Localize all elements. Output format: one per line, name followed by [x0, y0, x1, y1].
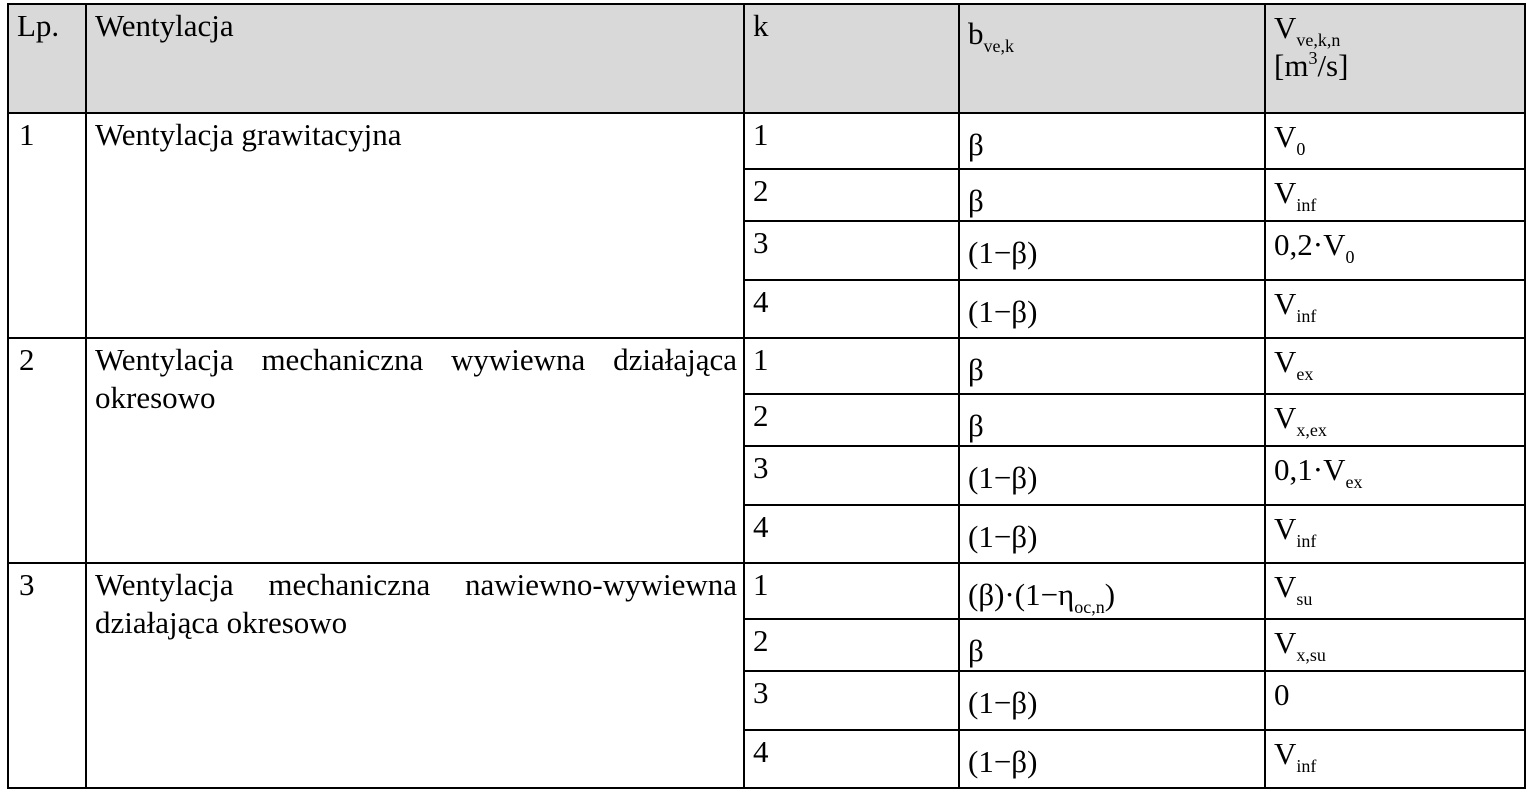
v-expression: V [1274, 119, 1297, 154]
v-subscript: x,ex [1296, 419, 1327, 440]
v-subscript: 0 [1296, 139, 1306, 159]
cell-b [959, 221, 1265, 280]
v-expression: V [1274, 624, 1297, 660]
b-expression: (1−β) [968, 519, 1038, 555]
cell-b [959, 446, 1265, 505]
b-expression: β [968, 407, 984, 443]
b-expression: (1−β) [968, 744, 1038, 780]
v-subscript: inf [1296, 194, 1317, 215]
b-subscript: oc,n [1074, 596, 1105, 617]
cell-b [959, 169, 1265, 222]
header-wentylacja: Wentylacja [86, 4, 744, 113]
cell-v [1265, 169, 1525, 222]
b-expression: β [968, 182, 984, 218]
cell-v [1265, 280, 1525, 338]
b-expression: β [968, 351, 984, 387]
header-row [8, 4, 1525, 113]
cell-b [959, 671, 1265, 730]
cell-b [959, 338, 1265, 394]
header-lp: Lp. [8, 4, 86, 113]
v-subscript: 0 [1345, 247, 1355, 268]
v-expression: 0,2·V [1274, 227, 1346, 263]
cell-b [959, 280, 1265, 338]
cell-b [959, 394, 1265, 447]
cell-b [959, 730, 1265, 788]
v-subscript: inf [1296, 306, 1317, 327]
b-expression: (1−β) [968, 294, 1038, 330]
cell-k: 3 [744, 446, 959, 505]
v-expression: V [1274, 399, 1297, 435]
cell-v [1265, 505, 1525, 563]
header-k: k [744, 4, 959, 113]
v-subscript: inf [1296, 756, 1317, 777]
header-b-vek: $b_{ve,k}$ [959, 4, 1265, 113]
v-expression: V [1274, 343, 1297, 379]
v-expression: V [1274, 736, 1297, 772]
group-lp: 1 [8, 113, 86, 338]
cell-b [959, 113, 1265, 169]
v-expression: V [1274, 286, 1297, 322]
cell-k: 1 [744, 113, 959, 169]
v-expression: V [1274, 174, 1297, 210]
cell-k: 4 [744, 505, 959, 563]
cell-v [1265, 113, 1525, 169]
cell-v [1265, 671, 1525, 730]
b-expression-close: ) [1104, 576, 1116, 612]
cell-k: 2 [744, 394, 959, 447]
group-name: Wentylacja mechaniczna wywiewna działająca okresowo [86, 338, 744, 563]
cell-v [1265, 563, 1525, 619]
cell-k: 4 [744, 730, 959, 788]
ventilation-table [7, 3, 1526, 789]
b-expression: (1−β) [968, 235, 1038, 271]
table-row [8, 338, 1525, 394]
cell-v [1265, 619, 1525, 672]
v-expression: V [1274, 568, 1297, 604]
cell-b [959, 505, 1265, 563]
group-lp: 3 [8, 563, 86, 788]
group-name: Wentylacja mechaniczna nawiewno-wywiewna działająca okresowo [86, 563, 744, 788]
cell-k: 4 [744, 280, 959, 338]
table-row [8, 563, 1525, 619]
v-expression: 0,1·V [1274, 452, 1346, 488]
cell-b [959, 619, 1265, 672]
v-subscript: ex [1345, 472, 1363, 493]
b-expression: (1−β) [968, 685, 1038, 721]
cell-v [1265, 730, 1525, 788]
b-expression: (1−β) [968, 460, 1038, 496]
group-lp: 2 [8, 338, 86, 563]
table-row [8, 113, 1525, 169]
v-subscript: inf [1296, 531, 1317, 552]
cell-k: 2 [744, 169, 959, 222]
cell-v [1265, 221, 1525, 280]
v-expression: 0 [1274, 677, 1290, 713]
header-v-vekn: $V_{ve,k,n}$ $[m^3/s]$ [1265, 4, 1525, 113]
cell-k: 1 [744, 563, 959, 619]
cell-k: 2 [744, 619, 959, 672]
cell-k: 3 [744, 671, 959, 730]
v-expression: V [1274, 511, 1297, 547]
group-name: Wentylacja grawitacyjna [86, 113, 744, 338]
cell-v [1265, 338, 1525, 394]
cell-k: 3 [744, 221, 959, 280]
cell-b [959, 563, 1265, 619]
v-subscript: x,su [1296, 644, 1326, 665]
cell-v [1265, 446, 1525, 505]
cell-v [1265, 394, 1525, 447]
b-expression: (β)·(1−η [968, 576, 1075, 612]
cell-k: 1 [744, 338, 959, 394]
b-expression: β [968, 632, 984, 668]
v-subscript: su [1296, 588, 1313, 609]
b-expression: β [968, 127, 984, 162]
v-subscript: ex [1296, 363, 1314, 384]
